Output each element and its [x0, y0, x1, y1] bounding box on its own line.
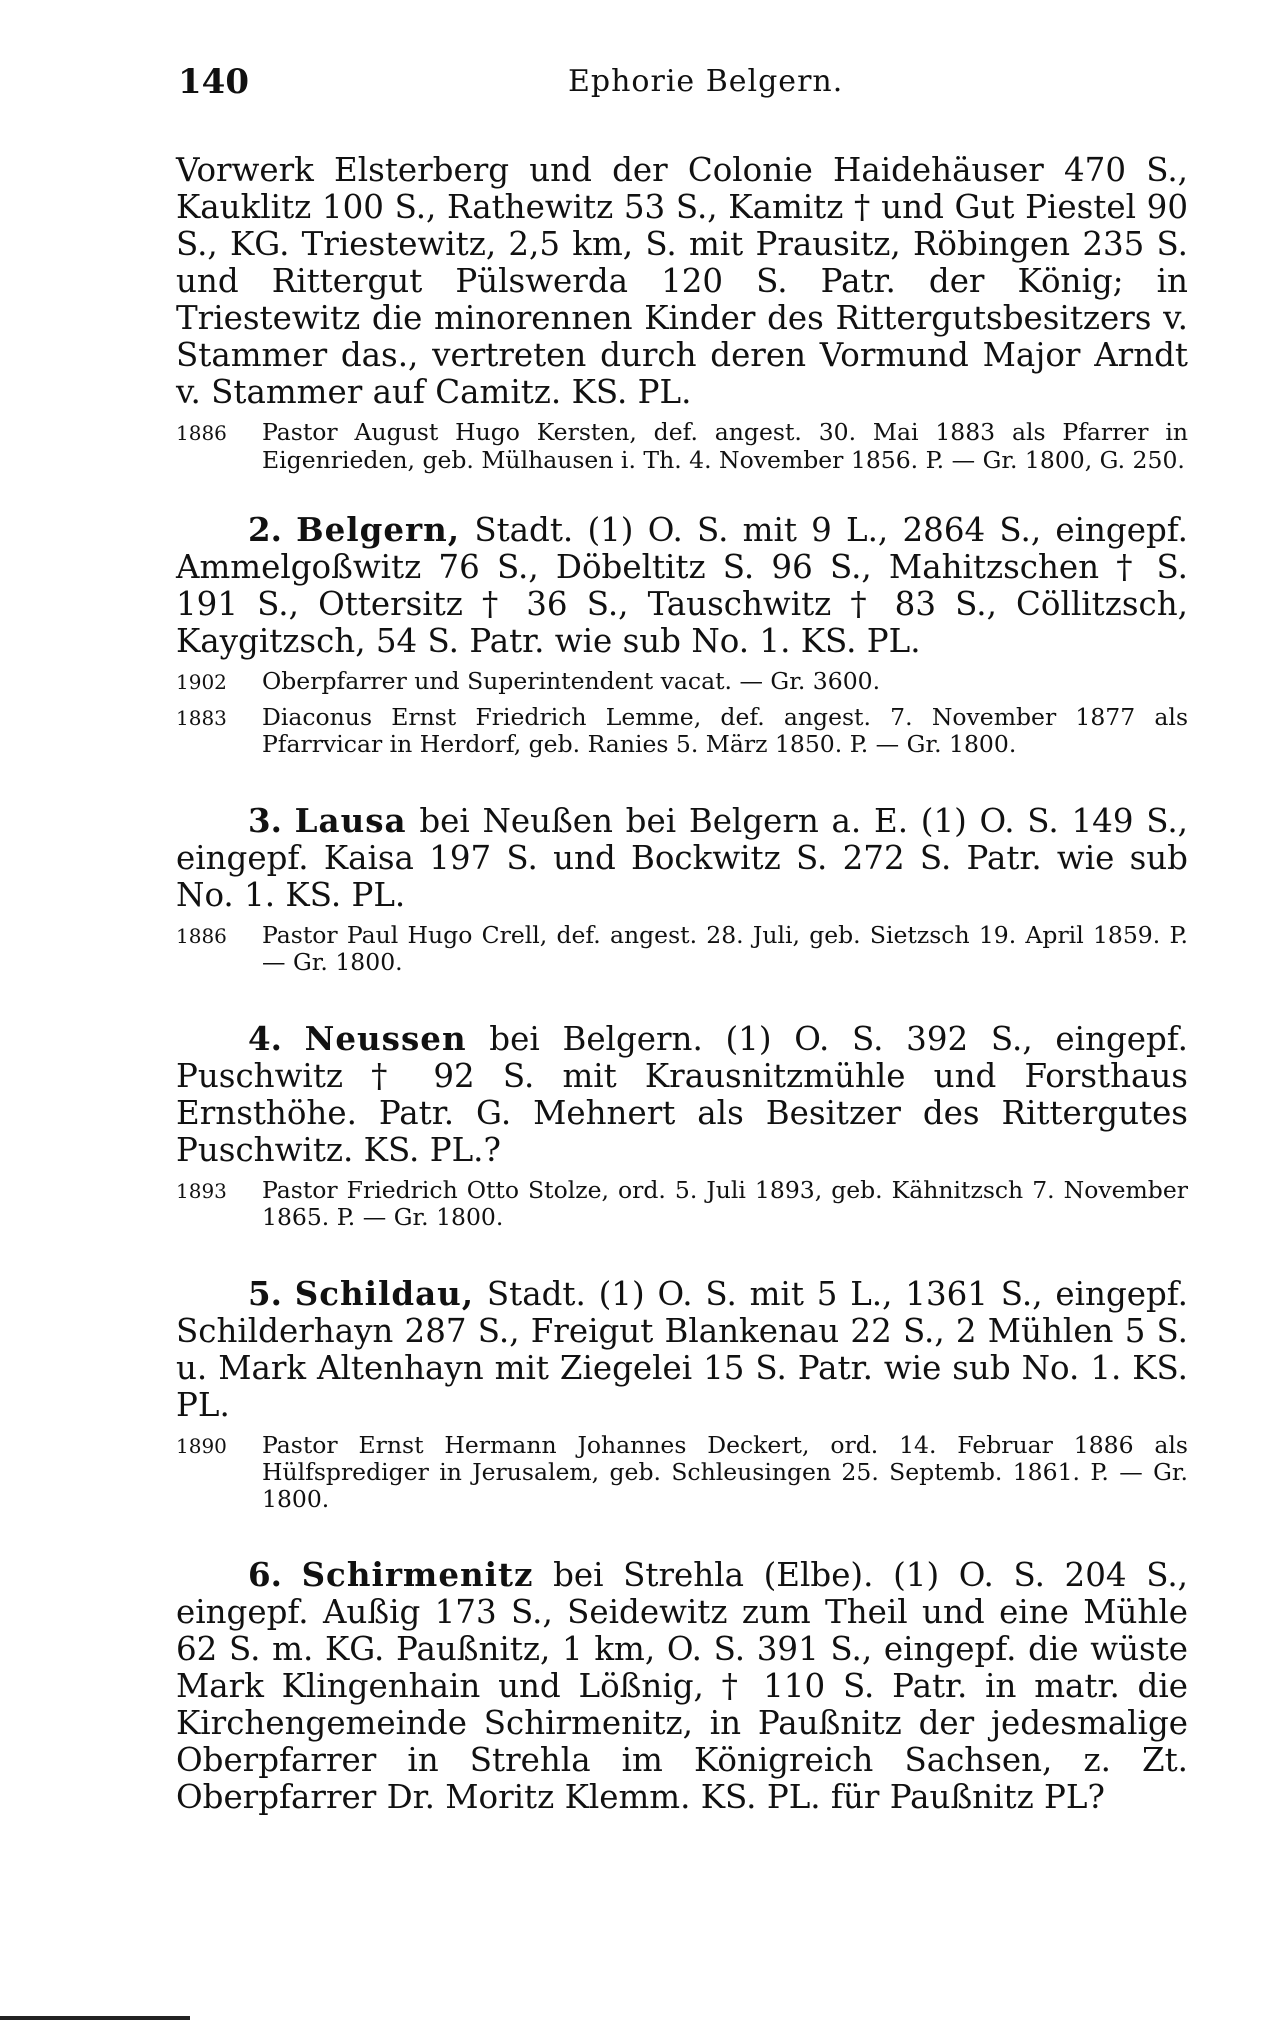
entry-body: bei Belgern. (1) O. S. 392 S., eingepf. Puschwitz † 92 S. mit Krausnitzmühle und Forsthaus Ernsthöhe. Patr. G. Mehnert als Besitzer des Rittergutes Puschwitz. KS. PL.?	[176, 1019, 1188, 1169]
note-text: Diaconus Ernst Friedrich Lemme, def. angest. 7. November 1877 als Pfarrvicar in Herdorf, geb. Ranies 5. März 1850. P. — Gr. 1800.	[262, 702, 1188, 758]
place-name: Schildau,	[294, 1273, 475, 1313]
entry-body: Stadt. (1) O. S. mit 5 L., 1361 S., eingepf. Schilderhayn 287 S., Freigut Blankenau 22 S., 2 Mühlen 5 S. u. Mark Altenhayn mit Ziegelei 15 S. Patr. wie sub No. 1. KS. PL.	[176, 1274, 1188, 1424]
entry-schildau	[176, 1275, 1188, 1513]
entry-number: 6.	[248, 1555, 282, 1594]
entry-number: 2.	[248, 510, 282, 549]
entry-lausa	[176, 802, 1188, 976]
note-text: Pastor Friedrich Otto Stolze, ord. 5. Juli 1893, geb. Kähnitzsch 7. November 1865. P. — Gr. 1800.	[262, 1175, 1188, 1231]
place-name: Neussen	[304, 1018, 467, 1058]
note-text: Pastor Paul Hugo Crell, def. angest. 28. Juli, geb. Sietzsch 19. April 1859. P. — Gr. 1800.	[262, 920, 1188, 976]
entry-body: bei Neußen bei Belgern a. E. (1) O. S. 149 S., eingepf. Kaisa 197 S. und Bockwitz S. 272 S. Patr. wie sub No. 1. KS. PL.	[176, 801, 1188, 914]
note-year: 1886	[176, 421, 227, 445]
entry-number: 3.	[248, 800, 282, 840]
clergy-note	[176, 704, 1188, 758]
bottom-rule	[0, 2016, 190, 2020]
note-text: Oberpfarrer und Superintendent vacat. — Gr. 3600.	[262, 667, 881, 695]
entry-text	[176, 1020, 1188, 1169]
clergy-note	[176, 419, 1188, 473]
entry-body: Stadt. (1) O. S. mit 9 L., 2864 S., eingepf. Ammelgoßwitz 76 S., Döbeltitz S. 96 S., Mahitzschen † S. 191 S., Ottersitz † 36 S., Tauschwitz † 83 S., Cöllitzsch, Kaygitzsch, 54 S. Patr. wie sub No. 1. KS. PL.	[176, 511, 1188, 660]
place-name: Belgern,	[296, 510, 461, 549]
note-text: Pastor Ernst Hermann Johannes Deckert, ord. 14. Februar 1886 als Hülfsprediger in Jerusalem, geb. Schleusingen 25. Septemb. 1861. P. — Gr. 1800.	[262, 1430, 1188, 1513]
running-title: Ephorie Belgern.	[568, 64, 844, 99]
entry-text: Vorwerk Elsterberg und der Colonie Haidehäuser 470 S., Kauklitz 100 S., Rathewitz 53 S., Kamitz † und Gut Piestel 90 S., KG. Triestewitz, 2,5 km, S. mit Prausitz, Röbingen 235 S. und Rittergut Pülswerda 120 S. Patr. der König; in Triestewitz die minorennen Kinder des Rittergutsbesitzers v. Stammer das., vertreten durch deren Vormund Major Arndt v. Stammer auf Camitz. KS. PL.	[176, 151, 1188, 411]
entry-text	[176, 1556, 1188, 1816]
entry-number: 5.	[248, 1273, 282, 1313]
note-year: 1902	[176, 670, 227, 694]
clergy-note	[176, 1177, 1188, 1231]
page-number: 140	[178, 62, 249, 102]
entry-continuation	[176, 152, 1188, 473]
note-year: 1893	[176, 1178, 227, 1203]
clergy-note	[176, 668, 1188, 696]
entry-schirmenitz	[176, 1556, 1188, 1816]
note-year: 1883	[176, 705, 227, 730]
entry-number: 4.	[248, 1018, 282, 1058]
note-text: Pastor August Hugo Kersten, def. angest. 30. Mai 1883 als Pfarrer in Eigenrieden, geb. Mülhausen i. Th. 4. November 1856. P. — Gr. 1800, G. 250.	[262, 418, 1188, 474]
entry-body: bei Strehla (Elbe). (1) O. S. 204 S., eingepf. Außig 173 S., Seidewitz zum Theil und eine Mühle 62 S. m. KG. Paußnitz, 1 km, O. S. 391 S., eingepf. die wüste Mark Klingenhain und Lößnig, † 110 S. Patr. in matr. die Kirchengemeinde Schirmenitz, in Paußnitz der jedesmalige Oberpfarrer in Strehla im Königreich Sachsen, z. Zt. Oberpfarrer Dr. Moritz Klemm. KS. PL. für Paußnitz PL?	[176, 1556, 1188, 1816]
clergy-note	[176, 1432, 1188, 1513]
entry-text	[176, 802, 1188, 914]
clergy-note	[176, 922, 1188, 976]
note-year: 1890	[176, 1433, 227, 1458]
page-body	[176, 152, 1188, 1860]
note-year: 1886	[176, 923, 227, 948]
entry-text	[176, 511, 1188, 660]
entry-neussen	[176, 1020, 1188, 1231]
place-name: Schirmenitz	[301, 1555, 534, 1594]
place-name: Lausa	[294, 800, 407, 840]
entry-text	[176, 1275, 1188, 1424]
page-header	[178, 62, 1188, 112]
entry-belgern	[176, 511, 1188, 758]
